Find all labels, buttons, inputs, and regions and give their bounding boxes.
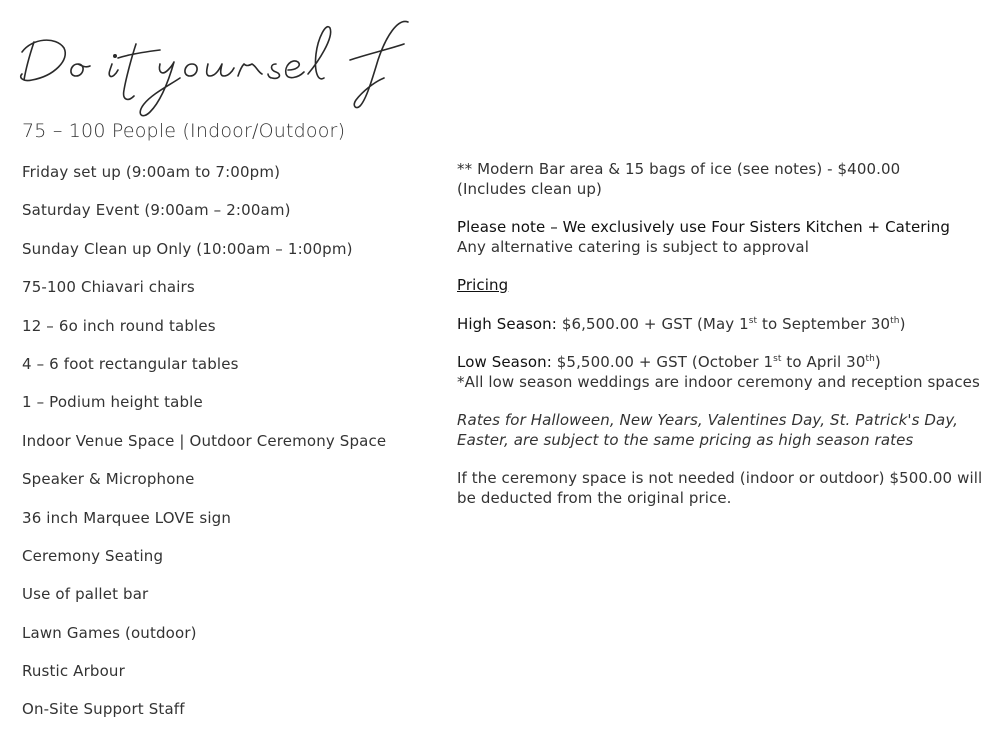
list-item: 1 – Podium height table bbox=[22, 393, 203, 412]
list-item: Use of pallet bar bbox=[22, 585, 149, 604]
catering-note-text: Any alternative catering is subject to approval bbox=[457, 237, 809, 256]
list-item: 4 – 6 foot rectangular tables bbox=[22, 354, 239, 373]
script-title-graphic bbox=[12, 8, 412, 118]
high-season-price bbox=[457, 315, 997, 335]
bar-addon-line: ** Modern Bar area & 15 bags of ice (see notes) - $400.00 bbox=[457, 160, 901, 178]
list-item: Sunday Clean up Only (10:00am – 1:00pm) bbox=[22, 239, 353, 258]
list-item: 12 – 6o inch round tables bbox=[22, 316, 216, 335]
low-season-range: to April 30 bbox=[781, 353, 866, 371]
list-item: Indoor Venue Space | Outdoor Ceremony Space bbox=[22, 431, 387, 450]
package-subtitle: 75 – 100 People (Indoor/Outdoor) bbox=[22, 120, 346, 142]
holiday-rates-note: Rates for Halloween, New Years, Valentines Day, St. Patrick's Day, Easter, are subject to the same pricing as high season rates bbox=[457, 411, 958, 449]
high-season-sup-end: th bbox=[890, 315, 900, 326]
list-item: Saturday Event (9:00am – 2:00am) bbox=[22, 201, 291, 220]
list-item: Speaker & Microphone bbox=[22, 470, 195, 489]
ceremony-deduction-note: If the ceremony space is not needed (indoor or outdoor) $500.00 will be deducted from the original price. bbox=[457, 469, 983, 507]
catering-note-heading: Please note – We exclusively use Four Sisters Kitchen + Catering bbox=[457, 218, 951, 236]
list-item: Rustic Arbour bbox=[22, 662, 125, 681]
list-item: Lawn Games (outdoor) bbox=[22, 623, 197, 642]
low-season-sup-end: th bbox=[865, 354, 875, 364]
low-season-price bbox=[457, 353, 997, 373]
list-item: Friday set up (9:00am to 7:00pm) bbox=[22, 163, 281, 181]
list-item: 36 inch Marquee LOVE sign bbox=[22, 508, 231, 527]
included-items-list bbox=[22, 160, 386, 736]
high-season-amount: $6,500.00 + GST (May 1 bbox=[561, 314, 749, 333]
high-season-close: ) bbox=[899, 314, 906, 333]
high-season-label: High Season: bbox=[457, 314, 557, 333]
low-season-sup-start: st bbox=[773, 354, 782, 364]
low-season-note: *All low season weddings are indoor ceremony and reception spaces bbox=[457, 372, 980, 391]
bar-addon-note: (Includes clean up) bbox=[457, 179, 602, 198]
pricing-column bbox=[457, 160, 997, 508]
script-title-logo bbox=[12, 8, 412, 118]
high-season-range: to September 30 bbox=[757, 314, 891, 333]
high-season-sup-start: st bbox=[748, 315, 758, 326]
list-item: Ceremony Seating bbox=[22, 546, 164, 565]
low-season-amount: $5,500.00 + GST (October 1 bbox=[556, 353, 774, 371]
low-season-close: ) bbox=[874, 353, 881, 371]
pricing-heading: Pricing bbox=[457, 276, 509, 294]
list-item: On-Site Support Staff bbox=[22, 700, 185, 719]
low-season-label: Low Season: bbox=[457, 353, 552, 371]
list-item: 75-100 Chiavari chairs bbox=[22, 278, 195, 297]
